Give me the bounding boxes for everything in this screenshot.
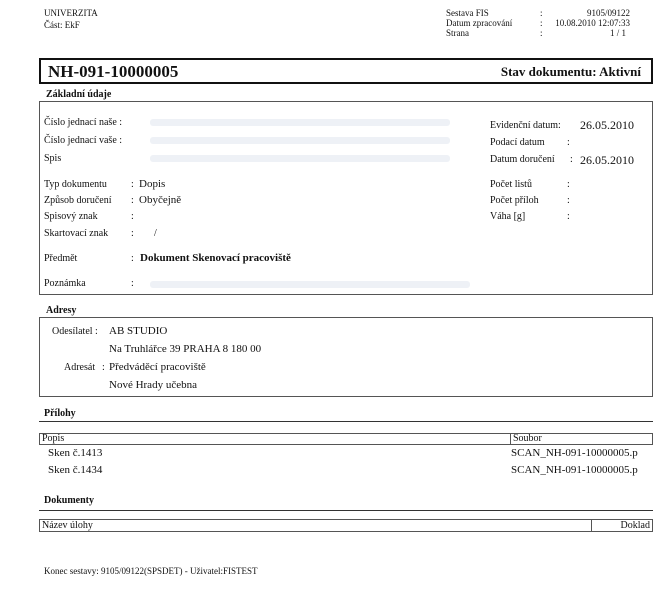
- org-name: UNIVERZITA: [44, 8, 98, 18]
- colon: :: [567, 195, 570, 206]
- attachment-soubor[interactable]: SCAN_NH-091-10000005.p: [511, 464, 638, 476]
- colon: :: [567, 211, 570, 222]
- vaha-label: Váha [g]: [490, 211, 526, 222]
- predmet-value: Dokument Skenovací pracoviště: [140, 252, 291, 264]
- predmet-label: Předmět: [44, 253, 78, 264]
- colon: :: [131, 278, 134, 289]
- typ-label: Typ dokumentu: [44, 179, 107, 190]
- attachment-popis: Sken č.1434: [48, 464, 103, 476]
- org-part: Část: EkF: [44, 20, 80, 30]
- meta-value-page: 1 / 1: [609, 28, 626, 38]
- listu-label: Počet listů: [490, 179, 532, 190]
- meta-colon: :: [540, 8, 543, 18]
- doc-status: Stav dokumentu: Aktivní: [500, 64, 641, 79]
- col-doklad: Doklad: [620, 520, 650, 531]
- sender-label: Odesílatel :: [52, 326, 98, 337]
- section-address-heading: Adresy: [46, 305, 77, 316]
- poznamka-label: Poznámka: [44, 278, 86, 289]
- section-attachments-heading: Přílohy: [44, 408, 76, 419]
- recipient-label: Adresát: [64, 362, 96, 373]
- col-soubor: Soubor: [513, 433, 542, 444]
- meta-colon: :: [540, 18, 543, 28]
- attachment-soubor[interactable]: SCAN_NH-091-10000005.p: [511, 447, 638, 459]
- attachments-header: [39, 433, 653, 445]
- colon: :: [567, 137, 570, 148]
- podaci-label: Podací datum: [490, 137, 545, 148]
- col-popis: Popis: [42, 433, 65, 444]
- zpusob-label: Způsob doručení: [44, 195, 112, 206]
- cislo-nase-label: Číslo jednací naše :: [44, 117, 123, 128]
- evid-label: Evidenční datum:: [490, 120, 561, 131]
- sender-address: Na Truhlářce 39 PRAHA 8 180 00: [109, 343, 262, 355]
- colon: :: [131, 195, 134, 206]
- meta-label-report: Sestava FIS: [446, 8, 489, 18]
- attachment-popis: Sken č.1413: [48, 447, 103, 459]
- doruceni-label: Datum doručení: [490, 154, 555, 165]
- col-nazev: Název úlohy: [42, 520, 93, 531]
- evid-value: 26.05.2010: [580, 118, 634, 132]
- zpusob-value: Obyčejně: [139, 194, 182, 206]
- colon: :: [102, 362, 105, 373]
- doruceni-value: 26.05.2010: [580, 153, 634, 167]
- colon: :: [570, 154, 573, 165]
- meta-label-page: Strana: [446, 28, 469, 38]
- meta-value-date: 10.08.2010 12:07:33: [555, 18, 630, 28]
- meta-colon: :: [540, 28, 543, 38]
- sender-name: AB STUDIO: [109, 325, 168, 337]
- colon: :: [131, 211, 134, 222]
- section-basic-heading: Základní údaje: [46, 89, 112, 100]
- colon: :: [131, 228, 134, 239]
- meta-label-date: Datum zpracování: [446, 18, 513, 28]
- title-bar: [39, 58, 653, 84]
- section-documents-heading: Dokumenty: [44, 495, 95, 506]
- spisovy-label: Spisový znak: [44, 211, 98, 222]
- skartacni-label: Skartovací znak: [44, 228, 109, 239]
- meta-value-report: 9105/09122: [586, 8, 630, 18]
- priloh-label: Počet příloh: [490, 195, 539, 206]
- documents-header: [39, 519, 653, 532]
- skartacni-value: /: [154, 228, 157, 239]
- spis-label: Spis: [44, 153, 62, 164]
- recipient-place: Nové Hrady učebna: [109, 379, 197, 391]
- colon: :: [567, 179, 570, 190]
- colon: :: [131, 253, 134, 264]
- colon: :: [131, 179, 134, 190]
- cislo-vase-label: Číslo jednací vaše :: [44, 135, 123, 146]
- typ-value: Dopis: [139, 178, 166, 190]
- doc-number: NH-091-10000005: [48, 62, 179, 81]
- recipient-name: Předváděcí pracoviště: [109, 361, 206, 373]
- report-footer: Konec sestavy: 9105/09122(SPSDET) - Uživatel:FISTEST: [44, 566, 258, 576]
